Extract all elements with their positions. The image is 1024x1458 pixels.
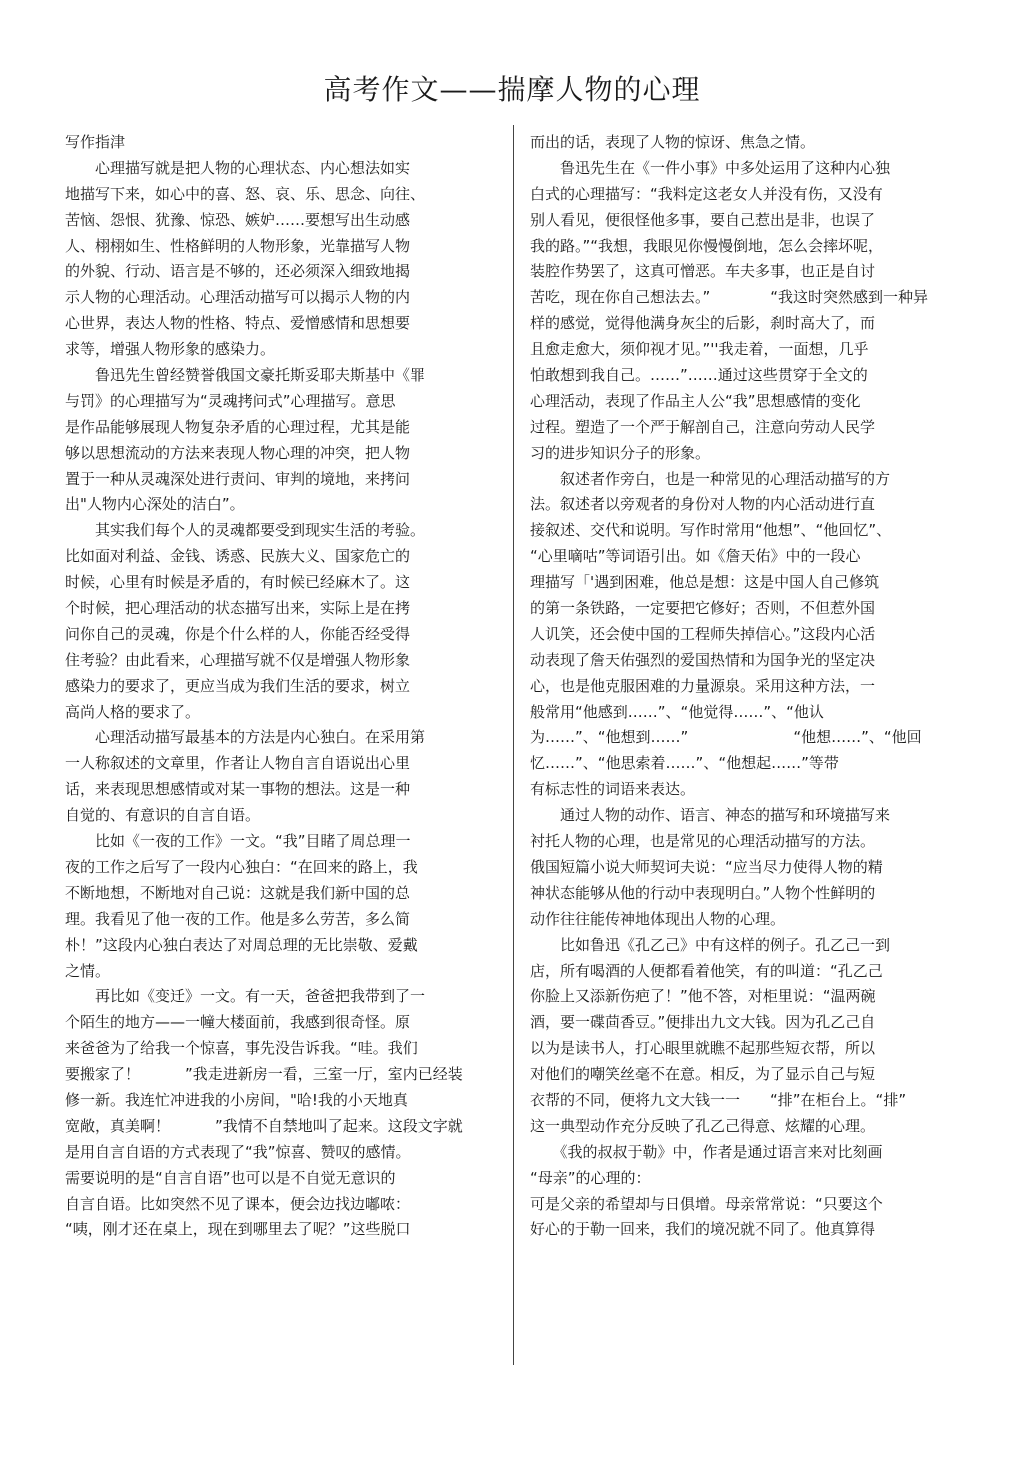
text-line: 以为是读书人，打心眼里就瞧不起那些短衣帮，所以	[530, 1039, 876, 1058]
text-line: 白式的心理描写：“我料定这老女人并没有伤，又没有	[530, 184, 883, 203]
text-line: 心理活动，表现了作品主人公“我”思想感情的变化	[530, 391, 861, 410]
text-line: 法。叙述者以旁观者的身份对人物的内心活动进行直	[530, 495, 876, 514]
text-line: 问你自己的灵魂，你是个什么样的人，你能否经受得	[65, 624, 411, 643]
text-line: 之情。	[65, 961, 111, 980]
text-line: 时候，心里有时候是矛盾的，有时候已经麻木了。这	[65, 573, 411, 592]
text-line: 一人称叙述的文章里，作者让人物自言自语说出心里	[65, 754, 411, 773]
text-line: 习的进步知识分子的形象。	[530, 443, 711, 462]
text-line: 通过人物的动作、语言、神态的描写和环境描写来	[530, 806, 891, 825]
text-line: 不断地想，不断地对自己说：这就是我们新中国的总	[65, 883, 411, 902]
text-line: 且愈走愈大，须仰视才见。”''我走着，一面想，几乎	[530, 340, 869, 359]
text-line: 再比如《变迁》一文。有一天，爸爸把我带到了一	[65, 987, 426, 1006]
text-line: 动表现了詹天佑强烈的爱国热情和为国争光的坚定决	[530, 650, 876, 669]
text-line: 你脸上又添新伤疤了！”他不答，对柜里说：“温两碗	[530, 987, 876, 1006]
text-line: 鲁迅先生在《一件小事》中多处运用了这种内心独	[530, 158, 891, 177]
text-line: 叙述者作旁白，也是一种常见的心理活动描写的方	[530, 469, 891, 488]
text-line: 《我的叔叔于勒》中，作者是通过语言来对比刻画	[530, 1142, 883, 1161]
text-line: “母亲”的心理的：	[530, 1168, 651, 1187]
text-line: 理。我看见了他一夜的工作。他是多么劳苦，多么简	[65, 909, 411, 928]
document-title: 高考作文——揣摩人物的心理	[323, 73, 701, 106]
text-line: 动作往往能传神地体现出人物的心理。	[530, 909, 786, 928]
text-line: 衬托人物的心理，也是常见的心理活动描写的方法。	[530, 832, 876, 851]
right-column	[530, 130, 970, 1243]
text-line: 修一新。我连忙冲进我的小房间，"哈!我的小天地真	[65, 1090, 408, 1109]
text-line: 别人看见，便很怪他多事，要自己惹出是非，也误了	[530, 210, 876, 229]
text-line: 为……”、“他想到……” “他想……”、“他回	[530, 728, 922, 747]
text-line: 自言自语。比如突然不见了课本，便会边找边嘟哝：	[65, 1194, 411, 1213]
text-line: 需要说明的是“自言自语”也可以是不自觉无意识的	[65, 1168, 396, 1187]
text-line: 神状态能够从他的行动中表现明白。”人物个性鲜明的	[530, 883, 876, 902]
text-line: 求等，增强人物形象的感染力。	[65, 340, 276, 359]
text-line: 置于一种从灵魂深处进行责问、审判的境地，来拷问	[65, 469, 411, 488]
text-line: “心里嘀咕”等词语引出。如《詹天佑》中的一段心	[530, 547, 861, 566]
text-line: 我的路。”“我想，我眼见你慢慢倒地，怎么会摔坏呢，	[530, 236, 884, 255]
text-line: 高尚人格的要求了。	[65, 702, 201, 721]
text-line: 鲁迅先生曾经赞誉俄国文豪托斯妥耶夫斯基中《罪	[65, 366, 426, 385]
text-line: 酒，要一碟茴香豆。”便排出九文大钱。因为孔乙己自	[530, 1013, 876, 1032]
text-line: “咦，刚才还在桌上，现在到哪里去了呢？”这些脱口	[65, 1220, 411, 1239]
text-line: 比如面对利益、金钱、诱惑、民族大义、国家危亡的	[65, 547, 411, 566]
text-line: 出"人物内心深处的洁白”。	[65, 495, 245, 514]
text-line: 地描写下来，如心中的喜、怒、哀、乐、思念、向往、	[65, 184, 426, 203]
text-line: 自觉的、有意识的自言自语。	[65, 806, 261, 825]
text-line: 话，来表现思想感情或对某一事物的想法。这是一种	[65, 780, 411, 799]
text-line: 是作品能够展现人物复杂矛盾的心理过程，尤其是能	[65, 417, 411, 436]
text-line: 人讥笑，还会使中国的工程师失掉信心。”这段内心活	[530, 624, 876, 643]
text-line: 要搬家了！ ”我走进新房一看，三室一厅，室内已经装	[65, 1065, 463, 1084]
text-line: 住考验？由此看来，心理描写就不仅是增强人物形象	[65, 650, 411, 669]
text-line: 忆……”、“他思索着……”、“他想起……”等带	[530, 754, 839, 773]
text-line: 俄国短篇小说大师契诃夫说：“应当尽力使得人物的精	[530, 857, 883, 876]
text-line: 有标志性的词语来表达。	[530, 780, 696, 799]
text-line: 感染力的要求了，更应当成为我们生活的要求，树立	[65, 676, 411, 695]
text-line: 般常用“他感到……”、“他觉得……”、“他认	[530, 702, 824, 721]
text-line: 心世界，表达人物的性格、特点、爱憎感情和思想要	[65, 314, 411, 333]
text-line: 来爸爸为了给我一个惊喜，事先没告诉我。“哇。我们	[65, 1039, 418, 1058]
text-line: 示人物的心理活动。心理活动描写可以揭示人物的内	[65, 288, 411, 307]
text-line: 写作指津	[65, 133, 126, 151]
text-line: 比如鲁迅《孔乙己》中有这样的例子。孔乙己一到	[530, 935, 891, 954]
text-line: 宽敞，真美啊！ ”我情不自禁地叫了起来。这段文字就	[65, 1116, 463, 1135]
text-line: 而出的话，表现了人物的惊讶、焦急之情。	[530, 133, 816, 151]
text-line: 个陌生的地方——一幢大楼面前，我感到很奇怪。原	[65, 1013, 411, 1032]
text-line: 装腔作势罢了，这真可憎恶。车夫多事，也正是自讨	[530, 262, 876, 281]
text-line: 苦吃，现在你自己想法去。” “我这时突然感到一种异	[530, 288, 929, 307]
text-line: 人、栩栩如生、性格鲜明的人物形象，光靠描写人物	[65, 236, 411, 255]
text-line: 样的感觉，觉得他满身灰尘的后影，刹时高大了，而	[530, 314, 876, 333]
text-line: 过程。塑造了一个严于解剖自己，注意向劳动人民学	[530, 417, 876, 436]
text-line: 心，也是他克服困难的力量源泉。采用这种方法，一	[530, 676, 876, 695]
text-line: 理描写「'遇到困难，他总是想：这是中国人自己修筑	[530, 573, 880, 592]
text-line: 的第一条铁路，一定要把它修好；否则，不但惹外国	[530, 599, 876, 618]
column-divider	[513, 125, 514, 1365]
text-line: 好心的于勒一回来，我们的境况就不同了。他真算得	[530, 1220, 876, 1239]
text-line: 对他们的嘲笑丝毫不在意。相反，为了显示自己与短	[530, 1065, 876, 1084]
text-line: 个时候，把心理活动的状态描写出来，实际上是在拷	[65, 599, 411, 618]
text-line: 其实我们每个人的灵魂都要受到现实生活的考验。	[65, 521, 426, 540]
text-line: 店，所有喝酒的人便都看着他笑，有的叫道：“孔乙己	[530, 961, 883, 980]
text-line: 这一典型动作充分反映了孔乙己得意、炫耀的心理。	[530, 1116, 876, 1135]
text-line: 比如《一夜的工作》一文。“我”目睹了周总理一	[65, 832, 411, 851]
text-line: 衣帮的不同，便将九文大钱一一 “排”在柜台上。“排”	[530, 1090, 907, 1109]
text-line: 苦恼、怨恨、犹豫、惊恐、嫉妒……要想写出生动感	[65, 210, 411, 229]
text-line: 是用自言自语的方式表现了“我”惊喜、赞叹的感情。	[65, 1142, 411, 1161]
text-line: 的外貌、行动、语言是不够的，还必须深入细致地揭	[65, 262, 411, 281]
text-line: 与罚》的心理描写为“灵魂拷问式”心理描写。意思	[65, 391, 396, 410]
text-line: 朴！”这段内心独白表达了对周总理的无比崇敬、爱戴	[65, 935, 418, 954]
text-line: 够以思想流动的方法来表现人物心理的冲突，把人物	[65, 443, 411, 462]
text-line: 夜的工作之后写了一段内心独白：“在回来的路上，我	[65, 857, 418, 876]
text-line: 心理描写就是把人物的心理状态、内心想法如实	[65, 158, 411, 177]
text-line: 心理活动描写最基本的方法是内心独白。在采用第	[65, 728, 426, 747]
left-column	[65, 130, 505, 1243]
text-line: 接叙述、交代和说明。写作时常用“他想”、“他回忆”、	[530, 521, 892, 540]
text-line: 可是父亲的希望却与日俱增。母亲常常说：“只要这个	[530, 1194, 883, 1213]
text-line: 怕敢想到我自己。……”……通过这些贯穿于全文的	[530, 366, 868, 385]
